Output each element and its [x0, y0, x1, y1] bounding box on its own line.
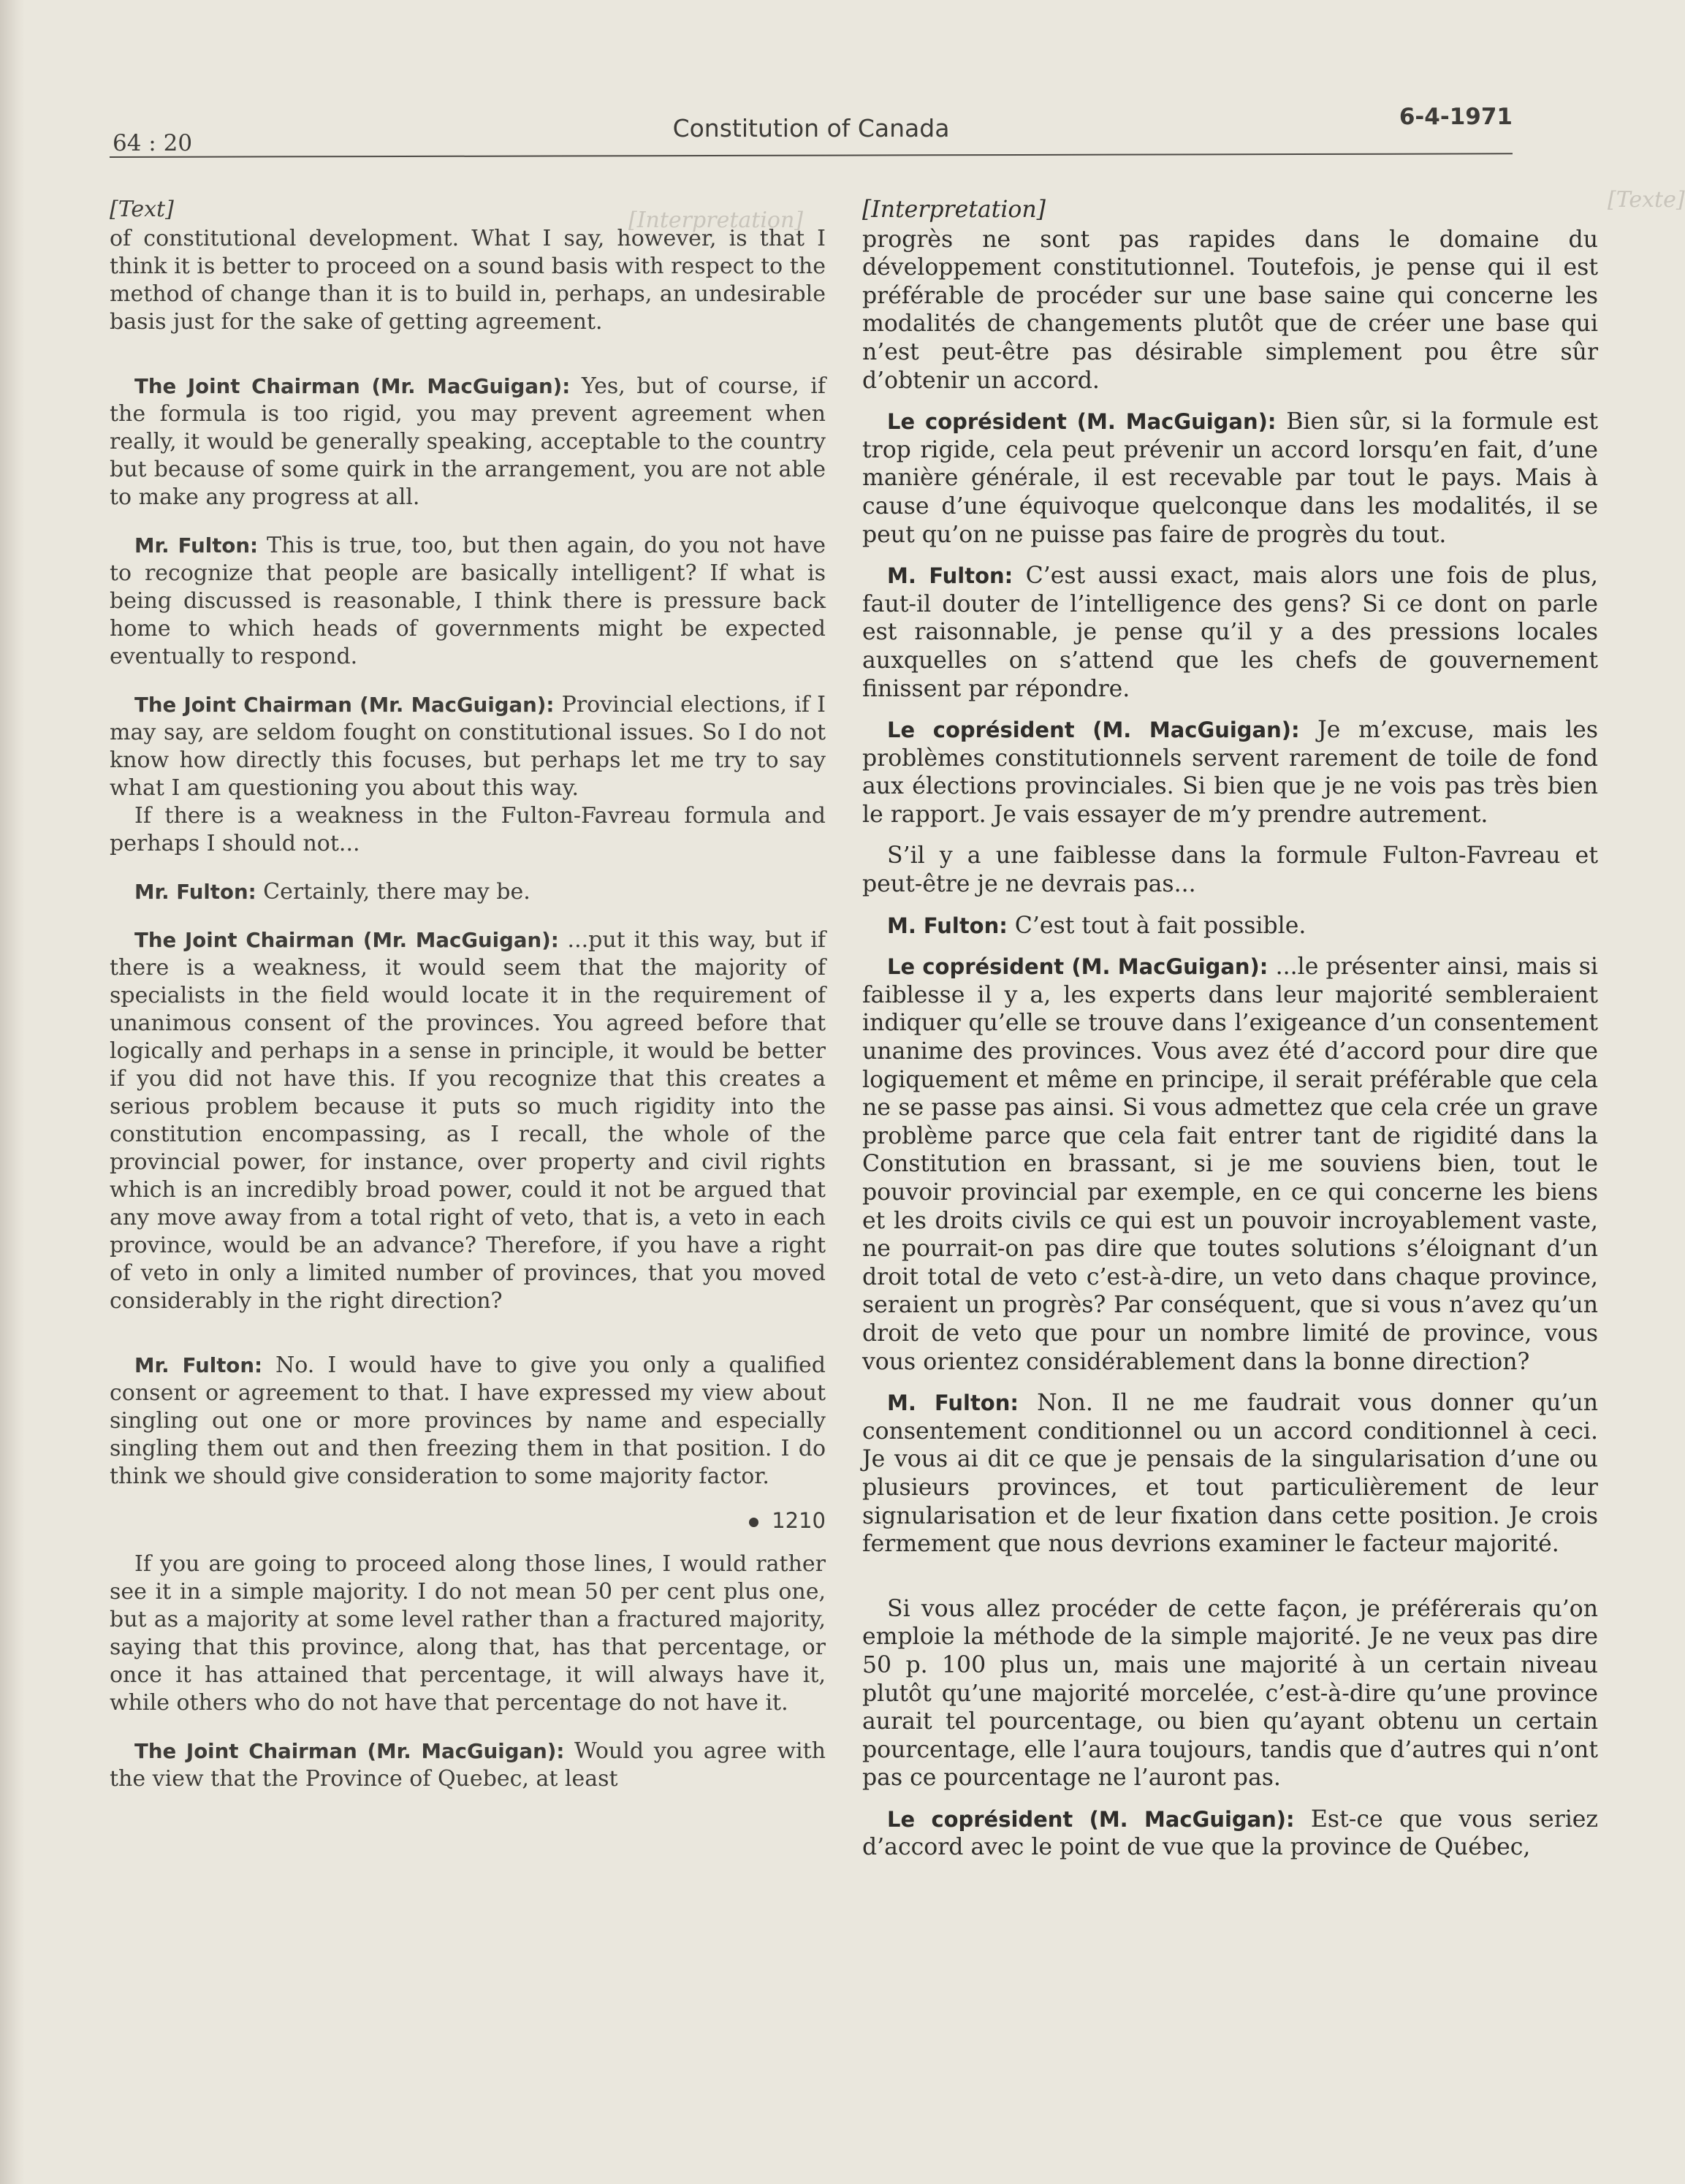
speaker-name: Le coprésident (M. MacGuigan):: [887, 718, 1300, 743]
speaker-name: M. Fulton:: [887, 563, 1013, 589]
section-label: [Interpretation]: [862, 197, 1046, 223]
paragraph: progrès ne sont pas rapides dans le domaine du développement constitutionnel. Toutefois, je pense qui il est préférable de procéder sur une base saine qui concerne les modalités de changements plutôt que de créer une base qui n’est peut-être pas désirable simplement pou être sûr d’obtenir un accord.: [862, 226, 1598, 394]
speaker-name: The Joint Chairman (Mr. MacGuigan):: [134, 928, 559, 952]
bleed-through-text: [Texte]: [1608, 187, 1685, 213]
paragraph: The Joint Chairman (Mr. MacGuigan): ...put it this way, but if there is a weakness, it would seem that the majority of specialists in the field would locate it in the requirement of unanimous consent of the provinces. You agreed before that logically and perhaps in a sense in principle, it would be better if you did not have this. If you recognize that this creates a serious problem because it puts so much rigidity into the constitution encompassing, as I recall, the whole of the provincial power, for instance, over property and civil rights which is an incredibly broad power, could it not be argued that any move away from a total right of veto, that is, a veto in each province, would be an advance? Therefore, if you have a right of veto in only a limited number of provinces, that you moved considerably in the right direction?: [110, 927, 826, 1314]
speaker-name: Mr. Fulton:: [134, 880, 256, 904]
paragraph: Le coprésident (M. MacGuigan): ...le présenter ainsi, mais si faiblesse il y a, les experts dans leur majorité sembleraient indiquer qu’elle se trouve dans l’exigeance d’un consentement unanime des provinces. Vous avez été d’accord pour dire que logiquement et même en principe, il serait préférable que cela ne se passe pas ainsi. Si vous admettez que cela crée un grave problème parce que cela fait entrer tant de rigidité dans la Constitution en brassant, si je me souviens bien, tout le pouvoir provincial par exemple, en ce qui concerne les biens et les droits civils ce qui est un pouvoir incroyablement vaste, ne pourrait-on pas dire que toutes solutions s’éloignant d’un droit total de veto c’est-à-dire, un veto dans chaque province, seraient un progrès? Par conséquent, que si vous n’avez qu’un droit de veto que pour un nombre limité de province, vous vous orientez considérablement dans la bonne direction?: [862, 954, 1598, 1375]
page-binding-shadow: [0, 0, 25, 2184]
paragraph: of constitutional development. What I say, however, is that I think it is better to proceed on a sound basis with respect to the method of change than it is to build in, perhaps, an undesirable basis just for the sake of getting agreement.: [110, 226, 826, 335]
time-marker: 1210: [110, 1507, 826, 1534]
section-label: [Text]: [110, 197, 174, 222]
speaker-name: Mr. Fulton:: [134, 1353, 263, 1377]
page-title: Constitution of Canada: [672, 114, 950, 142]
bleed-through-text: [Interpretation]: [628, 208, 804, 233]
paragraph: Si vous allez procéder de cette façon, je préférerais qu’on emploie la méthode de la simple majorité. Je ne veux pas dire 50 p. 100 plus un, mais une majorité à un certain niveau plutôt qu’une majorité morcelée, c’est-à-dire qu’une province aurait tel pourcentage, ou bien qu’ayant obtenu un certain pourcentage, elle l’aura toujours, tandis que d’autres qui n’ont pas ce pourcentage ne l’auront pas.: [862, 1595, 1598, 1792]
paragraph: Le coprésident (M. MacGuigan): Je m’excuse, mais les problèmes constitutionnels servent rarement de toile de fond aux élections provinciales. Si bien que je ne vois pas très bien le rapport. Je vais essayer de m’y prendre autrement.: [862, 717, 1598, 828]
page-header: [110, 104, 1513, 156]
paragraph: M. Fulton: C’est tout à fait possible.: [887, 912, 1306, 939]
paragraph: Le coprésident (M. MacGuigan): Est-ce que vous seriez d’accord avec le point de vue que la province de Québec,: [862, 1806, 1599, 1861]
page-date: 6-4-1971: [1399, 104, 1513, 130]
paragraph: Mr. Fulton: No. I would have to give you only a qualified consent or agreement to that. I have expressed my view about singling out one or more provinces by name and especially singling them out and then freezing them in that position. I do think we should give consideration to some majority factor.: [110, 1352, 826, 1489]
speaker-name: The Joint Chairman (Mr. MacGuigan):: [134, 1739, 565, 1763]
paragraph: Mr. Fulton: This is true, too, but then again, do you not have to recognize that people are basically intelligent? If what is being discussed is reasonable, I think there is pressure back home to which heads of governments might be expected eventually to respond.: [110, 533, 826, 669]
speaker-name: The Joint Chairman (Mr. MacGuigan):: [134, 693, 555, 717]
speaker-name: The Joint Chairman (Mr. MacGuigan):: [134, 374, 571, 398]
paragraph: If you are going to proceed along those lines, I would rather see it in a simple majority. I do not mean 50 per cent plus one, but as a majority at some level rather than a fractured majority, saying that this province, along that, has that percentage, or once it has attained that percentage, it will always have it, while others who do not have that percentage do not have it.: [110, 1551, 826, 1716]
speaker-name: M. Fulton:: [887, 913, 1008, 938]
text-column-english: [110, 196, 826, 1793]
paragraph: M. Fulton: Non. Il ne me faudrait vous donner qu’un consentement conditionnel ou un accord conditionnel à ceci. Je vous ai dit ce que je pensais de la singularisation d’une ou plusieurs provinces, et tout particulièrement de leur signularisation et de leur fixation dans cette position. Je crois fermement que nous devrions examiner le facteur majorité.: [862, 1390, 1598, 1558]
text-column-french: [862, 196, 1598, 1862]
paragraph: Mr. Fulton: Certainly, there may be.: [134, 879, 530, 905]
speaker-name: Mr. Fulton:: [134, 533, 259, 558]
paragraph: S’il y a une faiblesse dans la formule Fulton-Favreau et peut-être je ne devrais pas...: [862, 842, 1598, 898]
paragraph: M. Fulton: C’est aussi exact, mais alors une fois de plus, faut-il douter de l’intelligence des gens? Si ce dont on parle est raisonnable, je pense qu’il y a des pressions locales auxquelles on s’attend que les chefs de gouvernement finissent par répondre.: [862, 563, 1598, 702]
paragraph: The Joint Chairman (Mr. MacGuigan): Yes, but of course, if the formula is too rigid, you may prevent agreement when really, it would be generally speaking, acceptable to the country but because of some quirk in the arrangement, you are not able to make any progress at all.: [110, 373, 826, 510]
paragraph: Le coprésident (M. MacGuigan): Bien sûr, si la formule est trop rigide, cela peut prévenir un accord lorsqu’en fait, d’une manière générale, il est recevable par tout le pays. Mais à cause d’une équivoque quelconque dans les modalités, il se peut qu’on ne puisse pas faire de progrès du tout.: [862, 408, 1598, 548]
speaker-name: Le coprésident (M. MacGuigan):: [887, 409, 1277, 435]
paragraph: The Joint Chairman (Mr. MacGuigan): Provincial elections, if I may say, are seldom fought on constitutional issues. So I do not know how directly this focuses, but perhaps let me try to say what I am questioning you about this way.: [110, 692, 826, 801]
speaker-name: Le coprésident (M. MacGuigan):: [887, 1806, 1295, 1832]
paragraph: The Joint Chairman (Mr. MacGuigan): Would you agree with the view that the Province of Quebec, at least: [110, 1738, 826, 1792]
paragraph: If there is a weakness in the Fulton-Favreau formula and perhaps I should not...: [110, 803, 826, 856]
bullet-icon: [749, 1518, 758, 1527]
speaker-name: Le coprésident (M. MacGuigan):: [887, 954, 1268, 980]
page-number: 64 : 20: [113, 130, 193, 156]
speaker-name: M. Fulton:: [887, 1390, 1019, 1416]
